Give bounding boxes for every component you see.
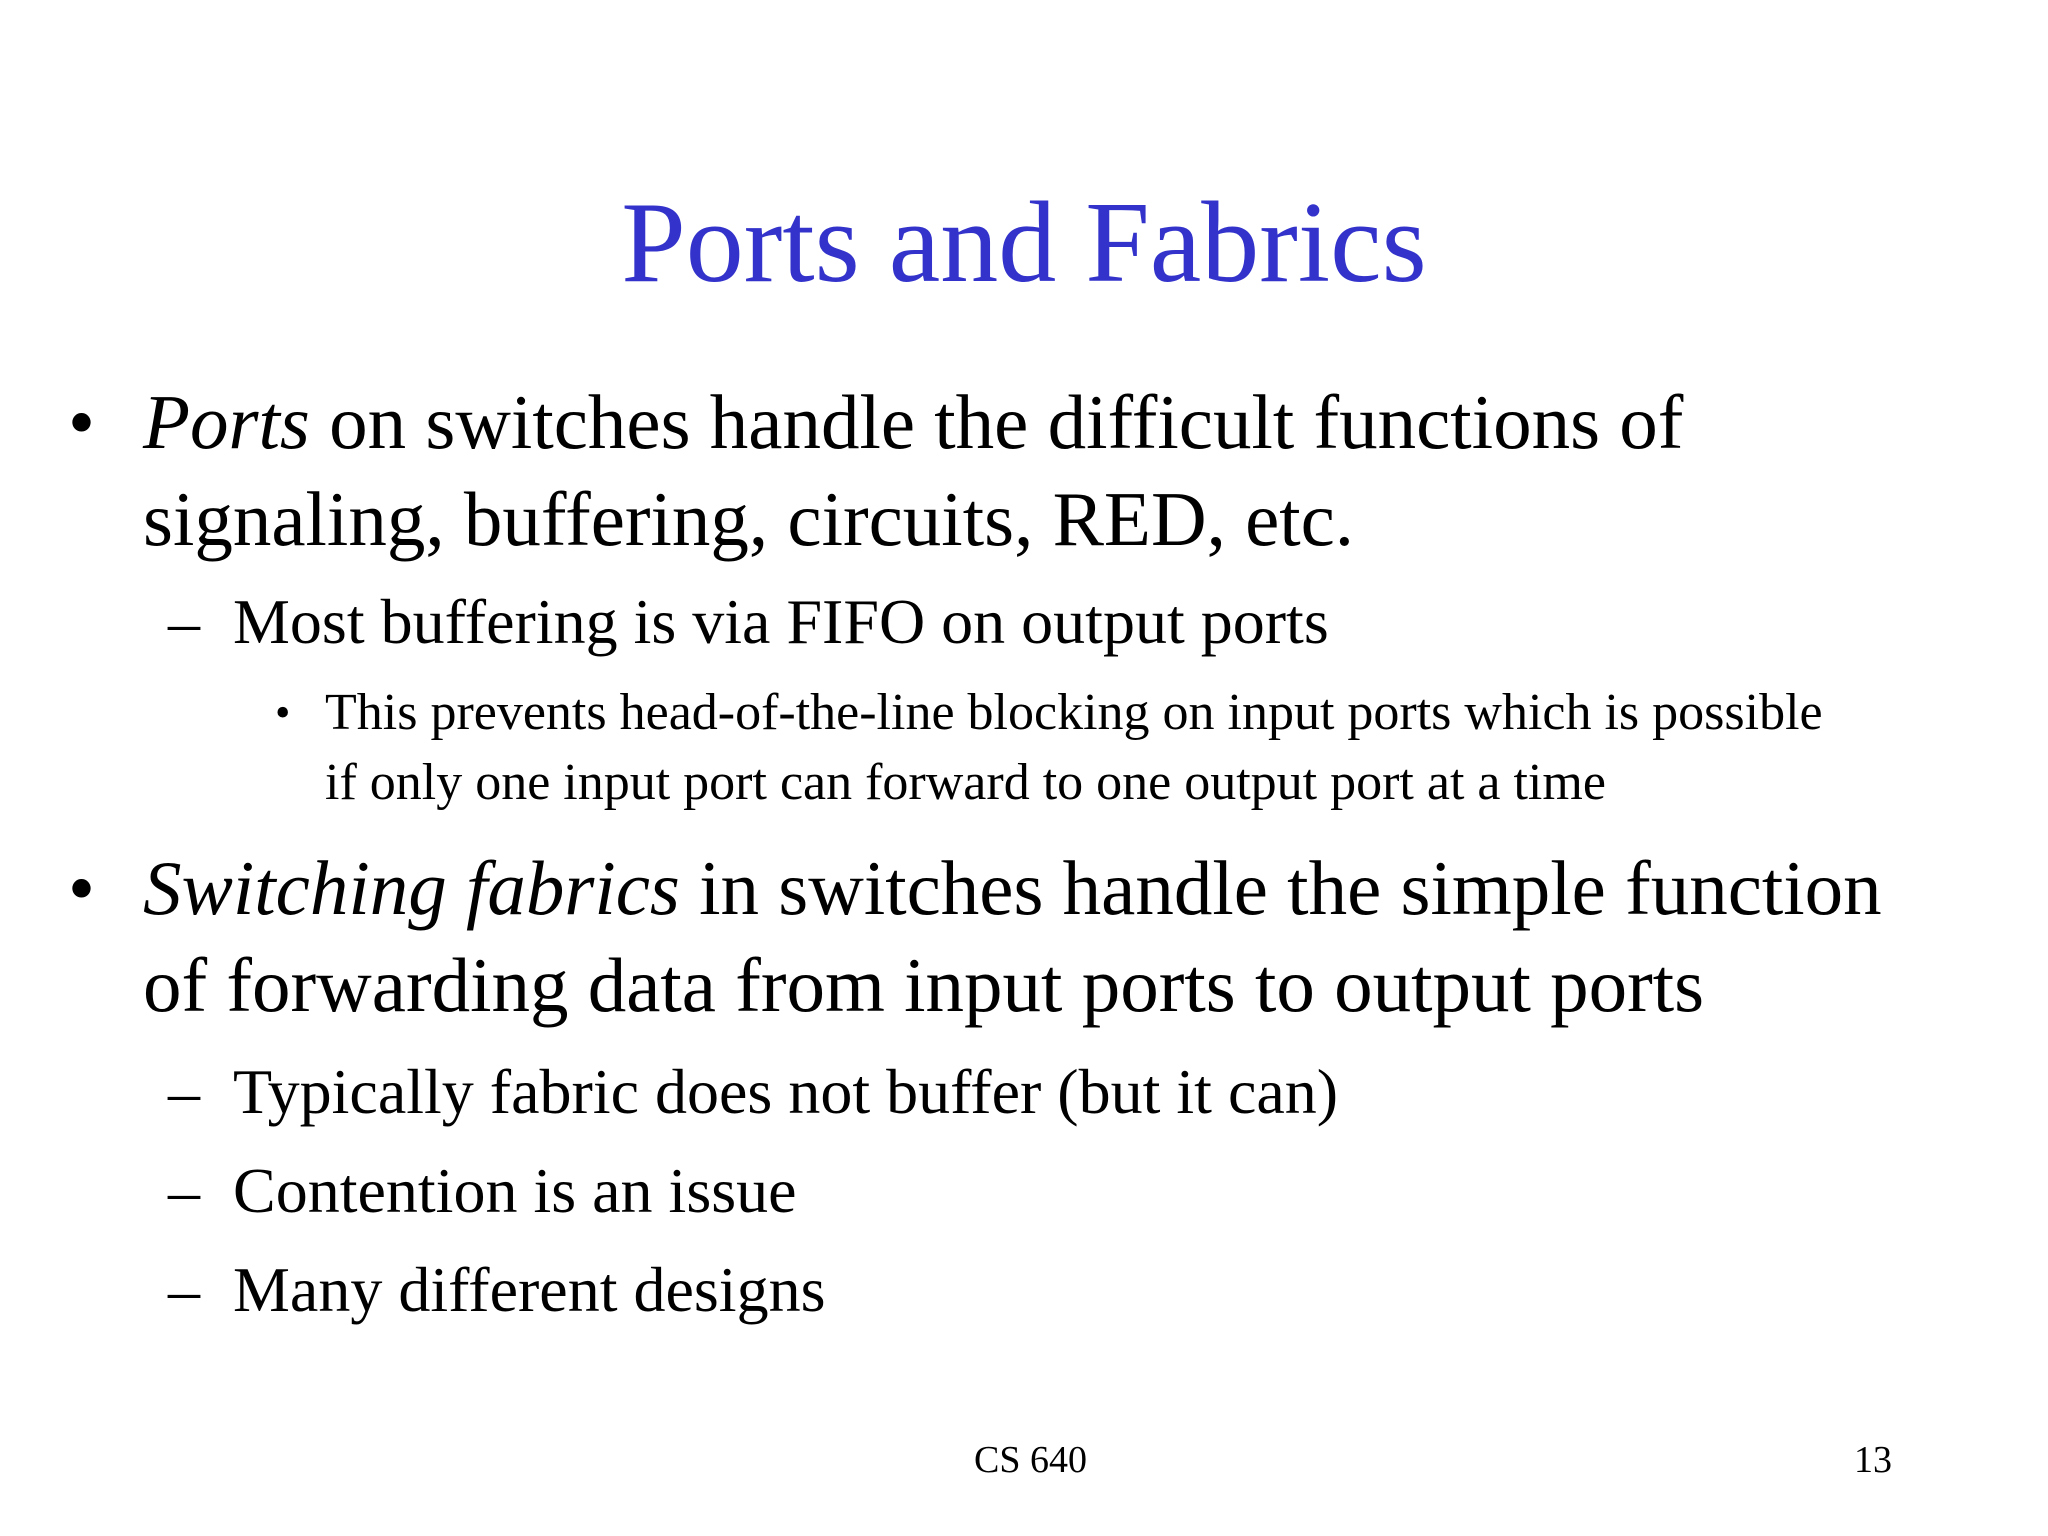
bullet-marker: • [275,688,291,737]
bullet-line: This prevents head-of-the-line blocking on input ports which is possible [325,684,1823,741]
bullet-ports [143,374,1683,568]
bullet-marker: • [68,379,95,465]
dash-marker: – [168,1254,200,1325]
dash-marker: – [168,1155,200,1226]
subsubitem-hol-blocking [325,678,1823,818]
slide-title: Ports and Fabrics [621,179,1427,307]
subitem-designs: Many different designs [233,1254,826,1325]
bullet-switching-fabrics [143,840,1882,1034]
dash-marker: – [168,586,200,657]
bullet-text: in switches handle the simple function [679,845,1882,931]
dash-marker: – [168,1056,200,1127]
emphasis-term: Switching fabrics [143,845,680,931]
bullet-text: on switches handle the difficult functions of [309,379,1684,465]
bullet-line [143,840,1882,937]
subitem-fifo: Most buffering is via FIFO on output ports [233,586,1329,657]
page-number: 13 [1854,1439,1892,1481]
subitem-no-buffer: Typically fabric does not buffer (but it can) [233,1056,1339,1127]
bullet-line [143,374,1683,471]
bullet-line: of forwarding data from input ports to output ports [143,942,1705,1028]
bullet-marker: • [68,845,95,931]
bullet-line: signaling, buffering, circuits, RED, etc. [143,476,1355,562]
emphasis-term: Ports [143,379,310,465]
subitem-contention: Contention is an issue [233,1155,797,1226]
bullet-line: if only one input port can forward to one output port at a time [325,754,1606,811]
footer-course: CS 640 [974,1439,1087,1481]
